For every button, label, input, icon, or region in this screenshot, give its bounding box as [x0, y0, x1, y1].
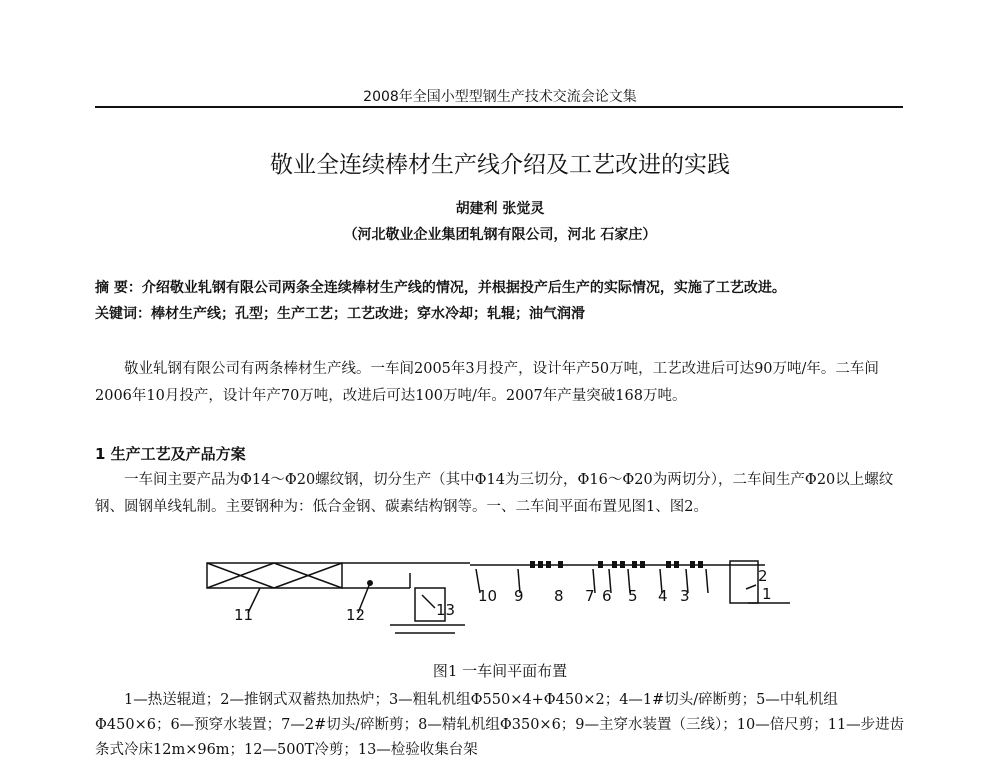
mill-stand: [698, 561, 703, 568]
cold-shear-mark: [367, 580, 373, 586]
paper-affiliation: （河北敬业企业集团轧钢有限公司，河北 石家庄）: [343, 227, 657, 243]
fig-label-9: 9: [514, 587, 524, 605]
fig-label-7: 7: [585, 587, 595, 605]
mill-stand: [632, 561, 637, 568]
mill-stand: [620, 561, 625, 568]
mill-stand: [546, 561, 551, 568]
mill-stand: [538, 561, 543, 568]
abstract: 摘 要：介绍敬业轧钢有限公司两条全连续棒材生产线的情况，并根据投产后生产的实际情况，实施了工艺改进。: [95, 280, 786, 296]
mill-stand: [612, 561, 617, 568]
process-paragraph: 一车间主要产品为Φ14～Φ20螺纹钢，切分生产（其中Φ14为三切分，Φ16～Φ20为两切分），二车间生产Φ20以上螺纹钢、圆钢单线轧制。主要钢种为：低合金钢、碳素结构钢等。一、二车间平面布置见图1、图2。: [95, 472, 894, 515]
mill-stand: [598, 561, 603, 568]
mill-stand: [558, 561, 563, 568]
running-header: 2008年全国小型型钢生产技术交流会论文集: [363, 89, 637, 105]
fig-label-2: 2: [758, 567, 768, 585]
header-rule: [95, 106, 903, 108]
reheating-furnace: [730, 561, 758, 603]
mill-stand: [666, 561, 671, 568]
keywords: 关键词：棒材生产线；孔型；生产工艺；工艺改进；穿水冷却；轧辊；油气润滑: [95, 306, 585, 322]
fig-label-11: 11: [234, 606, 254, 624]
fig-label-3: 3: [680, 587, 690, 605]
paper-authors: 胡建利 张觉灵: [455, 201, 545, 217]
mill-stand: [530, 561, 535, 568]
fig-label-8: 8: [554, 587, 564, 605]
fig-label-12: 12: [346, 606, 366, 624]
mill-stand: [690, 561, 695, 568]
intro-paragraph: 敬业轧钢有限公司有两条棒材生产线。一车间2005年3月投产，设计年产50万吨，工艺改进后可达90万吨/年。二车间2006年10月投产，设计年产70万吨，改进后可达100万吨/年。2007年产量突破168万吨。: [95, 361, 879, 404]
figure-1-layout-diagram: [200, 553, 800, 653]
figure-1-legend: 1—热送辊道；2—推钢式双蓄热加热炉；3—粗轧机组Φ550×4+Φ450×2；4—1#切头/碎断剪；5—中轧机组Φ450×6；6—预穿水装置；7—2#切头/碎断剪；8—精轧机组Φ350×6；9—主穿水装置（三线）；10—倍尺剪；11—步进齿条式冷床12m×96m；12—500T冷剪；13—检验收集台架: [95, 692, 905, 758]
cooling-bed: [207, 563, 342, 588]
figure-1-caption: 图1 一车间平面布置: [432, 662, 568, 680]
fig-label-13: 13: [436, 601, 456, 619]
mill-stand: [674, 561, 679, 568]
fig-label-4: 4: [658, 587, 668, 605]
fig-label-10: 10: [478, 587, 498, 605]
fig-label-1: 1: [762, 585, 772, 603]
mill-stand: [640, 561, 645, 568]
paper-title: 敬业全连续棒材生产线介绍及工艺改进的实践: [270, 152, 730, 178]
fig-label-6: 6: [602, 587, 612, 605]
section-heading: 1 生产工艺及产品方案: [95, 445, 246, 463]
fig-label-5: 5: [628, 587, 638, 605]
